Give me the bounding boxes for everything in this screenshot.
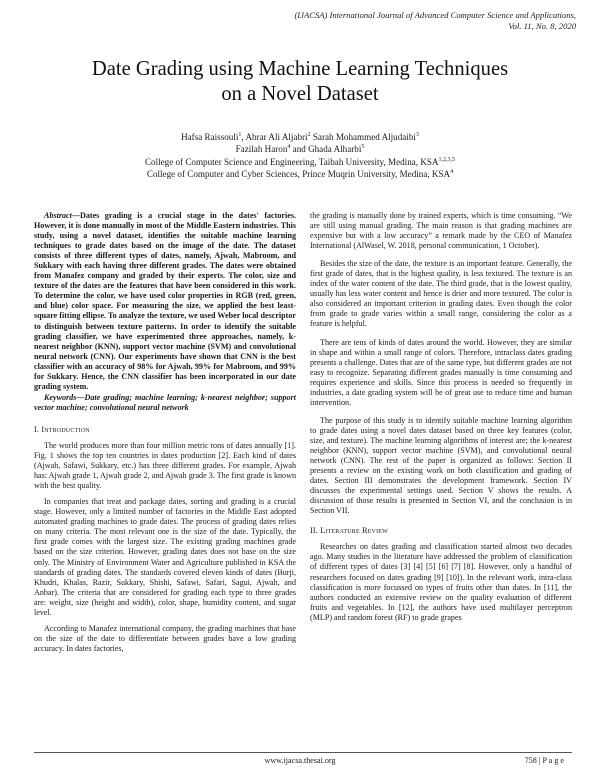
footer-divider	[34, 752, 572, 753]
author-block	[30, 131, 570, 181]
section-heading-introduction: I. Introduction	[34, 424, 90, 434]
title-line-2: on a Novel Dataset	[221, 83, 379, 105]
paragraph: There are tens of kinds of dates around the world. However, they are similar in shape and within a small range of colors. Therefore, intraclass dates grading presents a challenge. Dates that are of the same type, but different grades are not easy to recognize. Separating different grades manually is time consuming and requires experience and skills. Since this process is needed so frequently in industries, a date grading system will be of great use to reduce time and human intervention.	[310, 337, 572, 407]
author-line-2	[30, 143, 570, 155]
left-column	[34, 211, 296, 654]
paragraph: According to Manafez international company, the grading machines that base on the size of the date to differentiate between grades have a low grading accuracy. In dates factories,	[34, 623, 296, 653]
affiliation-index: 1,2,3,5	[438, 156, 456, 163]
author-name: and Ghada Alharbi	[290, 144, 362, 155]
paper-title	[30, 57, 570, 107]
author-index: 3	[415, 132, 419, 138]
author-name: Sarah Mohammed Aljudaibi	[310, 132, 416, 142]
abstract-text: —Dates grading is a crucial stage in the dates' factories. However, it is done manually in most of the Middle Eastern industries. This study, using a novel dataset, identifies the suitable machine learning techniques to grade dates based on the image of the date. The dataset consists of three different types of dates, namely, Ajwah, Mabroom, and Sukkary with each having three different grades. The dates were obtained from Manafez company and graded by their experts. The color, size and texture of the dates are the features that have been considered in this work. To determine the color, we have used color properties in RGB (red, green, and blue) color space. For measuring the size, we applied the best least-square fitting ellipse. To analyze the texture, we used Weber local descriptor to distinguish between texture patterns. In order to identify the suitable grading classifier, we have experimented three approaches, namely, k-nearest neighbor (KNN), support vector machine (SVM) and convolutional neural network (CNN). Our experiments have shown that CNN is the best classifier with an accuracy of 98% for Ajwah, 99% for Mabroom, and 99% for Sukkary. Hence, the CNN classifier has been incorporated in our date grading system.	[34, 211, 296, 391]
paragraph: The purpose of this study is to identify suitable machine learning algorithm to grade dates using a novel dates dataset based on three key features (color, size, and texture). The machine learning algorithms of interest are; the k-nearest neighbor (KNN), support vector machine (SVM), and convolutional neural network (CNN). The rest of the paper is organized as follows: Section II presents a review on the existing work on both classification and grading of dates. Section III demonstrates the development framework. Section IV discusses the experimental settings used. Section V shows the results. A discussion of those results is presented in Section VI, and the conclusion is in Section VII.	[310, 415, 572, 516]
affiliation-1	[30, 156, 570, 168]
affiliation-2	[30, 168, 570, 180]
title-line-1: Date Grading using Machine Learning Techniques	[91, 58, 509, 80]
affiliation-text: College of Computer and Cyber Sciences, Prince Muqrin University, Medina, KSA	[146, 169, 451, 180]
abstract-label: Abstract	[44, 211, 72, 220]
affiliation-text: College of Computer Science and Engineering, Taibah University, Medina, KSA	[144, 156, 439, 167]
journal-header	[216, 10, 576, 31]
author-line-1	[30, 131, 570, 143]
journal-name: (IJACSA) International Journal of Advanced Computer Science and Applications,	[294, 10, 576, 20]
paragraph: the grading is manually done by trained experts, which is time consuming. “We are still using manual grading. The main reason is that grading machines are expensive but with a low accuracy” a remark made by the CEO of Manafez International (AlWasel, W. 2018, personal communication, 1 October).	[310, 211, 572, 251]
author-name: Fazilah Haron	[235, 144, 288, 155]
paragraph: In companies that treat and package dates, sorting and grading is a crucial stage. However, only a limited number of factories in the Middle East adopted automated grading machines to grade dates. The process of grading dates relies on many criteria. The most relevant one is the size of the date. Typically, the first grade comes with the largest size. The existing grading machines grade based on the size criterion. However, grading dates does not base on the size only. The Ministry of Environment Water and Agriculture published in KSA the standards of grading dates. The standards covered eleven kinds of dates (Burji, Khudri, Khalas, Razir, Sukkary, Shishi, Safawi, Safari, Sagui, Ajwah, and Anbar). The criteria that are considered for grading each type to three grades are: weight, size (height and width), color, shape, humidity content, and sugar level.	[34, 497, 296, 617]
author-index: 5	[361, 144, 365, 151]
page-number: 758 | P a g e	[524, 756, 564, 765]
author-index: 1	[238, 132, 242, 138]
author-index: 4	[287, 144, 291, 151]
affiliation-index: 4	[450, 169, 454, 176]
keywords	[34, 393, 296, 413]
right-column	[310, 211, 572, 623]
author-name: Hafsa Raissouli	[181, 132, 239, 142]
footer-url: www.ijacsa.thesai.org	[264, 756, 336, 765]
paragraph: The world produces more than four million metric tons of dates annually [1]. Fig. 1 shows the top ten countries in dates production [2]. Each kind of dates (Ajwah, Safawi, Sukkary, etc.) has three different grades. For example, Ajwah has: Ajwah grade 1, Ajwah grade 2, and Ajwah grade 3. The first grade is known with the best quality.	[34, 440, 296, 491]
keywords-text: —Date grading; machine learning; k-nearest neighbor; support vector machine; convolutional neural network	[34, 392, 296, 412]
paragraph: Researches on dates grading and classification started almost two decades ago. Many studies in the literature have addressed the problem of classification of different types of dates [3] [4] [5] [6] [7] [8]. However, only a handful of researchers focused on dates grading [9] [10]). In the relevant work, intra-class classification is more focussed on types of fruits other than dates. In [11], the authors conducted an extensive review on the quality evaluation of different fruits and vegetables. In [12], the authors have used multilayer perceptron (MLP) and random forest (RF) to grade grapes	[310, 542, 572, 622]
paragraph: Besides the size of the date, the texture is an important feature. Generally, the first grade of dates, that is the highest quality, is less textured. The texture is an index of the water content of the date. The third grade, that is the lowest quality, usually has less water content and hence is drier and more textured. The color is also considered an important criterion in grading dates. Even though the color from grade to grade varies within a small range, considering the color as a feature is helpful.	[310, 259, 572, 329]
section-heading-literature-review: II. Literature Review	[310, 526, 388, 536]
author-index: 2	[307, 132, 311, 138]
keywords-label: Keywords	[44, 392, 77, 402]
abstract	[34, 211, 296, 392]
author-name: , Abrar Ali Aljabri	[241, 132, 308, 142]
journal-volume: Vol. 11, No. 8, 2020	[508, 20, 576, 31]
